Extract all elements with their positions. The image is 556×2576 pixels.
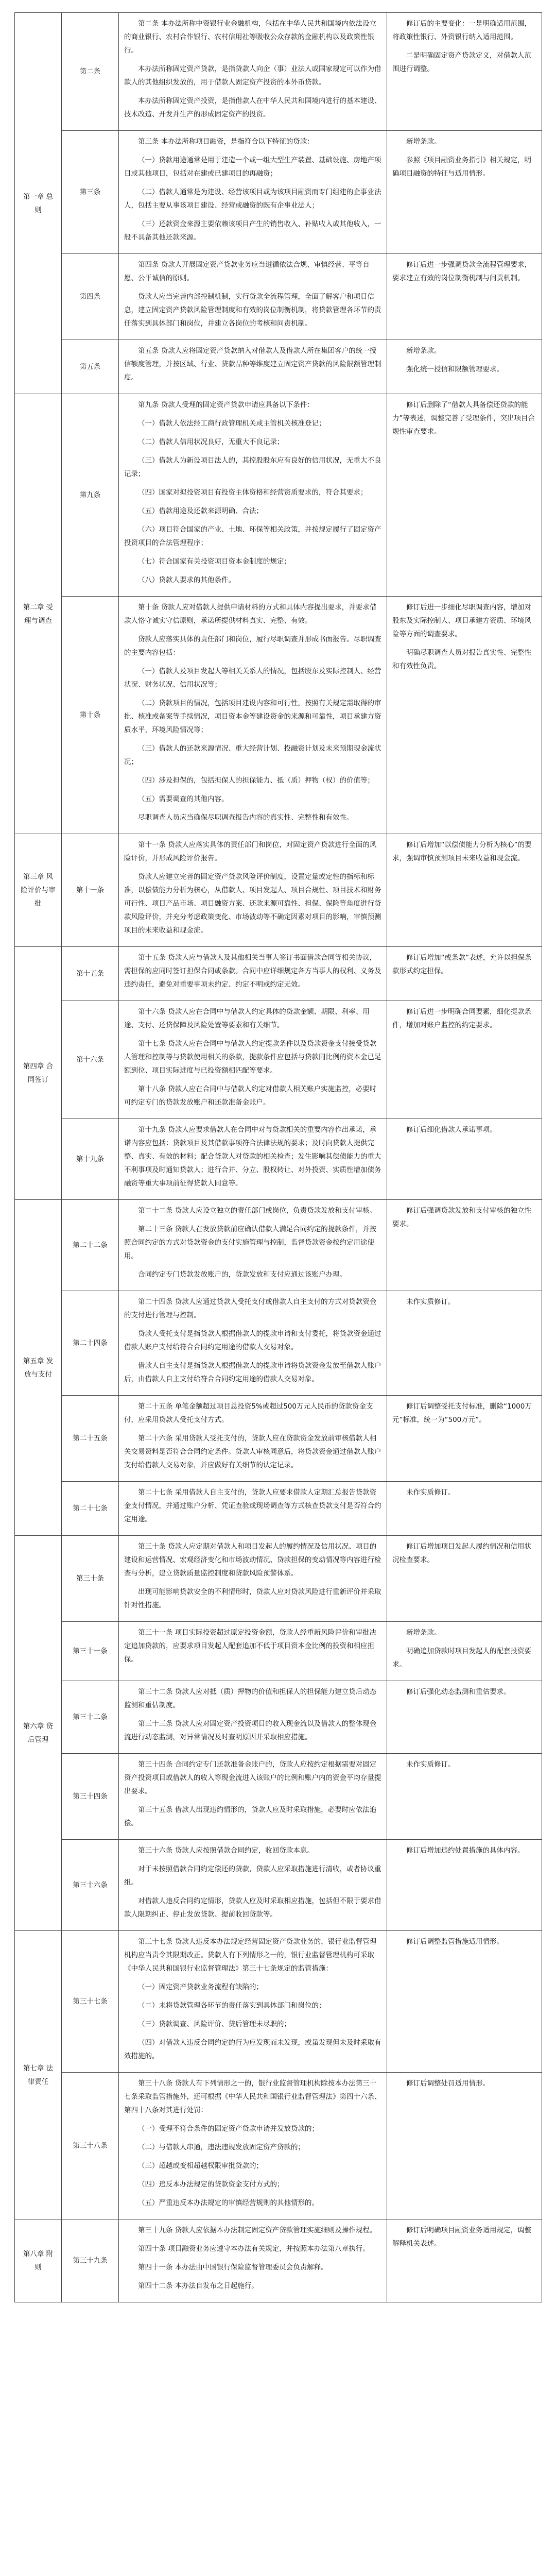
comparison-table [14,12,542,2302]
note-cell [387,131,542,254]
note-paragraph: 修订后调整处罚适用情形。 [406,2079,490,2088]
note-paragraph: 参照《项目融资业务指引》相关规定，明确项目融资的特征与适用情形。 [392,156,531,178]
content-paragraph: 第三十六条 贷款人应按照借款合同约定，收回贷款本息。 [138,1846,314,1855]
table-row [15,1840,542,1931]
chapter-cell: 第八章 附则 [15,2219,62,2302]
table-row [15,1931,542,2073]
article-cell: 第五条 [62,340,119,394]
note-paragraph: 修订后删除了“借款人具备偿还贷款的能力”等表述，调整完善了受理条件，突出项目合规性审查要求。 [392,401,535,436]
article-cell: 第三十四条 [62,1754,119,1840]
content-paragraph: （四）涉及担保的，包括担保人的担保能力、抵（质）押物（权）的价值等； [138,776,374,785]
note-paragraph: 修订后强调贷款发放和支付审核的独立性要求。 [392,1207,531,1228]
article-cell: 第二十七条 [62,1482,119,1536]
note-paragraph: 强化统一授信和限额管理要求。 [406,365,503,374]
content-cell [119,1200,387,1291]
content-paragraph: 第二十五条 单笔金额超过项目总投资5%或超过500万元人民币的贷款资金支付，应采用贷款人受托支付方式。 [124,1402,373,1424]
article-cell: 第十条 [62,597,119,834]
note-cell [387,254,542,340]
content-paragraph: 贷款人受托支付是指贷款人根据借款人的提款申请和支付委托，将贷款资金通过借款人账户支付给符合合同约定用途的借款人交易对象。 [124,1330,381,1351]
note-paragraph: 修订后进一步细化尽职调查内容，增加对股东及实际控制人、项目承建方资质、环境风险等方面的调查要求。 [392,603,531,638]
note-cell [387,1291,542,1396]
article-cell: 第十一条 [62,834,119,947]
article-cell: 第三十二条 [62,1681,119,1754]
content-paragraph: 本办法所称固定资产投资，是指借款人在中华人民共和国境内进行的基本建设、技术改造、开发并生产的形成固定资产的投资。 [124,97,381,118]
content-paragraph: （三）还款资金来源主要依赖该项目产生的销售收入、补贴收入或其他收入，一般不具备其他还款来源。 [124,220,381,242]
note-paragraph: 未作实质修订。 [406,1488,455,1497]
content-cell [119,1840,387,1931]
chapter-cell: 第一章 总则 [15,13,62,394]
note-cell [387,1536,542,1622]
note-cell [387,1681,542,1754]
content-paragraph: 第四十二条 本办法自发布之日起施行。 [138,2282,258,2290]
content-paragraph: 第十五条 贷款人应与借款人及其他相关当事人签订书面借款合同等相关协议，需担保的应同时签订担保合同或条款。合同中应详细规定各方当事人的权利、义务及违约责任，避免对重要事项未约定、约定不明或约定无效。 [124,954,381,989]
note-paragraph: 修订后进一步强调贷款全流程管理要求，要求建立有效的岗位制衡机制与问责机制。 [392,261,531,282]
content-paragraph: （三）借款人为新设项目法人的，其控股股东应有良好的信用状况，无重大不良记录； [124,456,381,478]
content-paragraph: （七）符合国家有关投资项目资本金制度的规定； [138,557,291,566]
note-cell [387,1754,542,1840]
article-cell: 第二十二条 [62,1200,119,1291]
content-paragraph: 出现可能影响贷款安全的不利情形时，贷款人应对贷款风险进行重新评价并采取针对性措施。 [124,1588,381,1609]
content-paragraph: 第二十三条 贷款人在发放贷款前应确认借款人满足合同约定的提款条件，并按照合同约定的方式对贷款资金的支付实施管理与控制，监督贷款资金按约定用途使用。 [124,1225,377,1260]
content-cell [119,254,387,340]
chapter-cell: 第五章 发放与支付 [15,1200,62,1536]
table-row [15,2073,542,2219]
table-row [15,13,542,131]
content-paragraph: 贷款人应落实具体的责任部门和岗位，履行尽职调查并形成书面报告。尽职调查的主要内容包括： [124,635,381,657]
content-paragraph: （六）项目符合国家的产业、土地、环保等相关政策，并按规定履行了固定资产投资项目的合法管理程序； [124,526,381,547]
note-paragraph: 修订后增加“以偿债能力分析为核心”的要求，强调审慎预测项目未来收益和现金流。 [392,841,532,862]
content-paragraph: 借款人自主支付是指贷款人根据借款人的提款申请将贷款资金发放至借款人账户后，由借款人自主支付给符合合同约定用途的借款人交易对象。 [124,1362,381,1383]
note-paragraph: 未作实质修订。 [406,1298,455,1306]
content-paragraph: 第十六条 贷款人应在合同中与借款人约定具体的贷款金额、期限、利率、用途、支付、还贷保障及风险处置等要素和有关细节。 [124,1008,370,1029]
note-cell [387,1200,542,1291]
content-paragraph: 第四十条 项目融资业务应遵守本办法有关规定，并按照本办法第八章执行。 [138,2245,370,2253]
table-row [15,1291,542,1396]
chapter-cell: 第六章 贷后管理 [15,1536,62,1931]
note-paragraph: 修订后调整监管措施适用情形。 [406,1938,503,1946]
note-paragraph: 修订后细化借款人承诺事项。 [406,1126,497,1134]
content-paragraph: （五）借款用途及还款来源明确、合法； [138,507,263,515]
note-paragraph: 明确尽职调查人员对报告真实性、完整性和有效性负责。 [392,649,531,670]
article-cell: 第十五条 [62,947,119,1001]
article-cell: 第三十八条 [62,2073,119,2219]
article-cell: 第二十四条 [62,1291,119,1396]
content-paragraph: 第二十四条 贷款人应通过贷款人受托支付或借款人自主支付的方式对贷款资金的支付进行管理与控制。 [124,1298,377,1319]
content-cell [119,13,387,131]
table-body [15,13,542,2302]
content-paragraph: （一）贷款用途通常是用于建造一个或一组大型生产装置、基础设施、房地产项目或其他项目，包括对在建或已建项目的再融资； [124,156,381,178]
note-cell [387,1622,542,1681]
table-row [15,394,542,597]
content-paragraph: 第十九条 贷款人应要求借款人在合同中对与贷款相关的重要内容作出承诺，承诺内容应包括：贷款项目及其借款事项符合法律法规的要求；及时向贷款人提供完整、真实、有效的材料；配合贷款人对贷款的相关检查；发生影响其偿债能力的重大不利事项及时通知贷款人；进行合并、分立、股权转让、对外投资、实质性增加债务融资等重大事项前征得贷款人同意等。 [124,1126,381,1188]
content-paragraph: （二）借款人通常是为建设、经营该项目或为该项目融资而专门组建的企事业法人，包括主要从事该项目建设、经营或融资的既有企事业法人； [124,188,381,210]
note-paragraph: 修订后强化动态监测和重估要求。 [406,1688,511,1696]
table-row [15,947,542,1001]
note-cell [387,1931,542,2073]
content-paragraph: 对借款人违反合同约定情形，贷款人应及时采取相应措施，包括但不限于要求借款人限期纠正、停止发放贷款、提前收回贷款等。 [124,1897,381,1919]
article-cell: 第三条 [62,131,119,254]
content-paragraph: 第十八条 贷款人应在合同中与借款人约定对借款人相关账户实施监控，必要时可约定专门的贷款发放账户和还款准备金账户。 [124,1085,377,1107]
chapter-cell: 第七章 法律责任 [15,1931,62,2219]
note-cell [387,394,542,597]
note-paragraph: 修订后增加违约处置措施的具体内容。 [406,1846,525,1855]
content-paragraph: （二）与借款人串通，违法违规发放固定资产贷款的； [138,2143,305,2151]
note-cell [387,1001,542,1119]
content-paragraph: （三）贷款调查、风险评价、贷后管理未尽职的； [138,2020,291,2028]
note-cell [387,1482,542,1536]
content-cell [119,1681,387,1754]
table-row [15,254,542,340]
table-row [15,1536,542,1622]
content-paragraph: 第十一条 贷款人应落实具体的责任部门和岗位，对固定资产贷款进行全面的风险评价，并形成风险评价报告。 [124,841,377,862]
content-paragraph: 合同约定专门贷款发放账户的，贷款发放和支付应通过该账户办理。 [138,1270,346,1279]
content-cell [119,340,387,394]
note-paragraph: 修订后调整受托支付标准，删除“1000万元”标准，统一为“500万元”。 [392,1402,532,1424]
table-row [15,1622,542,1681]
content-paragraph: 第二十七条 采用借款人自主支付的，贷款人应要求借款人定期汇总报告贷款资金支付情况，并通过账户分析、凭证查验或现场调查等方式核查贷款支付是否符合约定用途。 [124,1488,381,1523]
content-paragraph: 第三十八条 贷款人有下列情形之一的，银行业监督管理机构除按本办法第三十七条采取监管措施外，还可根据《中华人民共和国银行业监督管理法》第四十六条、第四十八条对其进行处罚： [124,2079,381,2114]
content-paragraph: 第三十三条 贷款人应对固定资产投资项目的收入现金流以及借款人的整体现金流进行动态监测，对异常情况及时查明原因并采取相应措施。 [124,1720,377,1741]
content-paragraph: 第二条 本办法所称中资银行业金融机构，包括在中华人民共和国境内依法设立的商业银行、农村合作银行、农村信用社等吸收公众存款的金融机构以及政策性银行。 [124,20,377,55]
content-cell [119,1622,387,1681]
note-paragraph: 修订后增加“或条款”表述，允许以担保条款形式约定担保。 [392,954,532,975]
note-paragraph: 未作实质修订。 [406,1760,455,1769]
content-paragraph: （二）借款人信用状况良好，无重大不良记录； [138,438,284,446]
content-cell [119,834,387,947]
content-paragraph: 本办法所称固定资产贷款，是指贷款人向企（事）业法人或国家规定可以作为借款人的其他组织发放的，用于借款人固定资产投资的本外币贷款。 [124,65,381,87]
content-paragraph: 第五条 贷款人应将固定资产贷款纳入对借款人及借款人所在集团客户的统一授信额度管理，并按区域、行业、贷款品种等维度建立固定资产贷款的风险限额管理制度。 [124,347,381,382]
note-cell [387,834,542,947]
table-row [15,131,542,254]
chapter-cell: 第二章 受理与调查 [15,394,62,834]
note-cell [387,1119,542,1200]
article-cell: 第二十五条 [62,1396,119,1482]
content-paragraph: （一）借款人依法经工商行政管理机关或主管机关核准登记； [138,419,326,428]
content-paragraph: （三）借款人的还款来源情况、重大经营计划、投融资计划及未来预期现金流状况； [124,744,381,766]
table-row [15,340,542,394]
content-paragraph: 第三十七条 贷款人违反本办法规定经营固定资产贷款业务的，银行业监督管理机构应当责令其限期改正。贷款人有下列情形之一的，银行业监督管理机构可采取《中华人民共和国银行业监督管理法》第三十七条规定的监管措施： [124,1938,377,1973]
content-paragraph: （二）贷款项目的情况，包括项目建设内容和可行性，按照有关规定需取得的审批、核准或备案等手续情况，项目资本金等建设资金的来源和可靠性，项目承建方资质水平，环境风险情况等； [124,699,381,734]
note-paragraph: 新增条款。 [406,138,441,146]
content-cell [119,947,387,1001]
note-cell [387,340,542,394]
article-cell: 第三十一条 [62,1622,119,1681]
content-paragraph: 第四十一条 本办法由中国银行保险监督管理委员会负责解释。 [138,2263,328,2272]
content-cell [119,1396,387,1482]
content-paragraph: 第三十五条 借款人出现违约情形的，贷款人应及时采取措施，必要时应依法追偿。 [124,1806,377,1827]
note-cell [387,2073,542,2219]
note-paragraph: 修订后明确项目融资业务适用规定，调整解释机关表述。 [392,2226,531,2248]
content-paragraph: （一）借款人及项目发起人等相关关系人的情况，包括股东及实际控制人、经营状况、财务状况、信用状况等； [124,667,381,689]
table-row [15,597,542,834]
note-cell [387,947,542,1001]
article-cell: 第四条 [62,254,119,340]
table-row [15,1482,542,1536]
content-paragraph: （二）未将贷款管理各环节的责任落实到具体部门和岗位的； [138,2002,326,2010]
content-paragraph: 第三条 本办法所称项目融资，是指符合以下特征的贷款： [138,138,314,146]
table-row [15,2219,542,2302]
note-paragraph: 新增条款。 [406,1629,441,1637]
content-cell [119,2073,387,2219]
content-paragraph: （三）超越或变相超越权限审批贷款的； [138,2162,263,2170]
content-paragraph: 第三十四条 合同约定专门还款准备金账户的，贷款人应按约定根据需要对固定资产投资项目或借款人的收入等现金流进入该账户的比例和账户内的资金平均存量提出要求。 [124,1760,381,1795]
content-paragraph: 第三十九条 贷款人应依据本办法制定固定资产贷款管理实施细则及操作规程。 [138,2226,377,2234]
content-cell [119,1754,387,1840]
content-paragraph: 第四条 贷款人开展固定资产贷款业务应当遵循依法合规、审慎经营、平等自愿、公平诚信的原则。 [124,261,370,282]
content-paragraph: 第二十二条 贷款人应设立独立的责任部门或岗位，负责贷款发放和支付审核。 [138,1207,377,1215]
content-cell [119,1931,387,2073]
article-cell: 第三十六条 [62,1840,119,1931]
content-paragraph: 贷款人应当完善内部控制机制，实行贷款全流程管理，全面了解客户和项目信息，建立固定资产贷款风险管理制度和有效的岗位制衡机制，将贷款管理各环节的责任落实到具体部门和岗位，并建立各岗位的考核和问责机制。 [124,293,381,328]
article-cell: 第三十九条 [62,2219,119,2302]
content-paragraph: （四）违反本办法规定的贷款资金支付方式的； [138,2180,284,2189]
chapter-cell: 第三章 风险评价与审批 [15,834,62,947]
content-paragraph: （八）贷款人要求的其他条件。 [138,576,235,584]
content-paragraph: 贷款人应建立完善的固定资产贷款风险评价制度，设置定量或定性的指标和标准，以偿债能力分析为核心，从借款人、项目发起人、项目合规性、项目技术和财务可行性、项目产品市场、项目融资方案、还款来源可靠性、担保、保险等角度进行贷款风险评价，并充分考虑政策变化、市场波动等不确定因素对项目的影响，审慎预测项目的未来收益和现金流。 [124,873,381,935]
table-row [15,1396,542,1482]
note-paragraph: 修订后进一步明确合同要素，细化提款条件，增加对账户监控的约定要求。 [392,1008,531,1029]
content-cell [119,1291,387,1396]
content-paragraph: （一）受理不符合条件的固定资产贷款申请并发放贷款的； [138,2125,319,2133]
content-cell [119,1119,387,1200]
content-paragraph: 第三十条 贷款人应定期对借款人和项目发起人的履约情况及信用状况、项目的建设和运营情况、宏观经济变化和市场波动情况、贷款担保的变动情况等内容进行检查与分析，建立贷款质量监控制度和贷款风险预警体系。 [124,1543,381,1578]
table-row [15,1119,542,1200]
article-cell: 第九条 [62,394,119,597]
content-cell [119,394,387,597]
content-paragraph: （四）对借款人违反合同约定的行为应发现而未发现，或虽发现但未及时采取有效措施的。 [124,2039,381,2060]
table-row [15,1681,542,1754]
note-paragraph: 二是明确固定资产贷款定义，对借款人范围进行调整。 [392,52,531,73]
content-cell [119,597,387,834]
content-paragraph: 第三十二条 贷款人应对抵（质）押物的价值和担保人的担保能力建立贷后动态监测和重估制度。 [124,1688,377,1709]
content-paragraph: 第十七条 贷款人应在合同中与借款人约定提款条件以及贷款资金支付接受贷款人管理和控制等与贷款使用相关的条款，提款条件应包括与贷款同比例的资本金已足额到位、项目实际进度与已投资额相匹配等要求。 [124,1040,381,1075]
note-cell [387,597,542,834]
note-paragraph: 明确追加贷款时项目发起人的配套投资要求。 [392,1647,531,1669]
content-paragraph: （四）国家对拟投资项目有投资主体资格和经营资质要求的，符合其要求； [138,488,368,497]
content-cell [119,131,387,254]
content-paragraph: 第三十一条 项目实际投资超过原定投资金额，贷款人经重新风险评价和审批决定追加贷款的，应要求项目发起人配套追加不低于项目资本金比例的投资和相应担保。 [124,1629,377,1664]
content-paragraph: （五）需要调查的其他内容。 [138,795,229,803]
content-paragraph: 第二十六条 采用贷款人受托支付的，贷款人应在贷款资金发放前审核借款人相关交易资料是否符合合同约定条件。贷款人审核同意后，将贷款资金通过借款人账户支付给借款人交易对象，并应做好有关细节的认定记录。 [124,1434,381,1469]
table-row [15,1001,542,1119]
note-paragraph: 修订后增加项目发起人履约情况和信用状况检查要求。 [392,1543,531,1564]
content-paragraph: 对于未按照借款合同约定偿还的贷款，贷款人应采取措施进行清收，或者协议重组。 [124,1865,381,1887]
chapter-cell: 第四章 合同签订 [15,947,62,1200]
table-row [15,1200,542,1291]
note-cell [387,1840,542,1931]
content-cell [119,2219,387,2302]
content-cell [119,1001,387,1119]
note-cell [387,2219,542,2302]
article-cell: 第二条 [62,13,119,131]
table-row [15,1754,542,1840]
note-paragraph: 修订后的主要变化：一是明确适用范围，将政策性银行、外资银行纳入适用范围。 [392,20,531,41]
content-paragraph: （一）固定资产贷款业务流程有缺陷的； [138,1983,263,1991]
note-cell [387,13,542,131]
article-cell: 第十九条 [62,1119,119,1200]
content-cell [119,1536,387,1622]
content-paragraph: （五）严重违反本办法规定的审慎经营规则的其他情形的。 [138,2199,319,2207]
content-cell [119,1482,387,1536]
content-paragraph: 第九条 贷款人受理的固定资产贷款申请应具备以下条件： [138,401,314,409]
article-cell: 第三十七条 [62,1931,119,2073]
note-cell [387,1396,542,1482]
content-paragraph: 第十条 贷款人应对借款人提供申请材料的方式和具体内容提出要求，并要求借款人恪守诚实守信原则，承诺所提供材料真实、完整、有效。 [124,603,377,625]
content-paragraph: 尽职调查人员应当确保尽职调查报告内容的真实性、完整性和有效性。 [138,814,354,822]
table-row [15,834,542,947]
note-paragraph: 新增条款。 [406,347,441,355]
article-cell: 第十六条 [62,1001,119,1119]
article-cell: 第三十条 [62,1536,119,1622]
